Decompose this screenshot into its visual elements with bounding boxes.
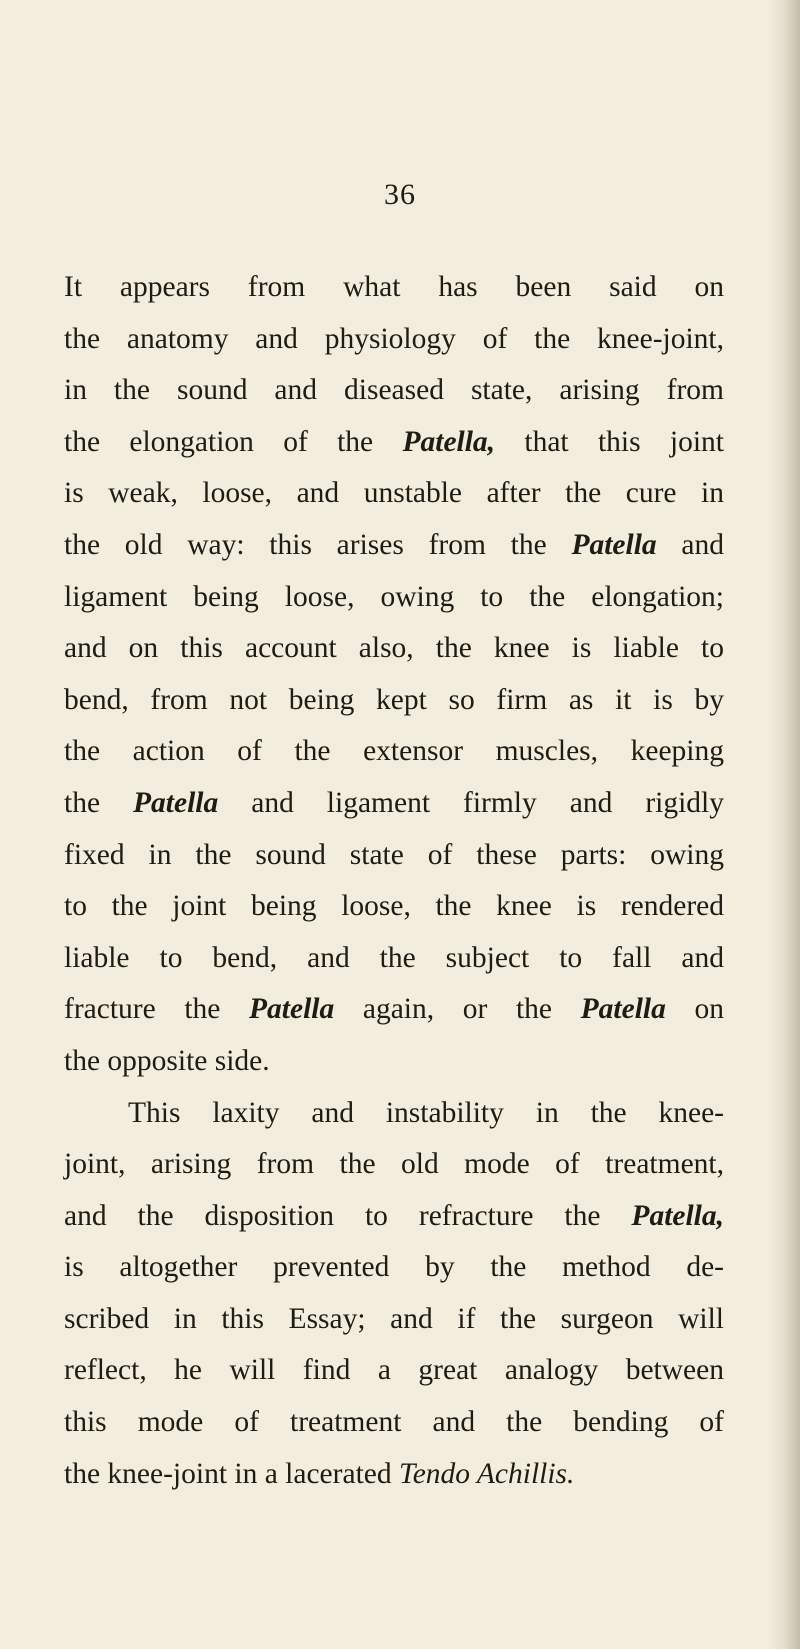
text-segment: the opposite side.	[64, 1044, 270, 1077]
italic-term: Patella	[249, 993, 335, 1026]
text-segment: and the disposition to refracture the	[64, 1199, 632, 1232]
text-segment: the old way: this arises from the	[64, 528, 572, 561]
italic-term: Patella	[580, 993, 666, 1026]
text-segment: is weak, loose, and unstable after the cure in	[64, 477, 724, 510]
text-line	[64, 468, 724, 520]
text-line	[64, 1345, 724, 1397]
text-line	[64, 262, 724, 314]
text-line	[64, 520, 724, 572]
text-segment: the knee-joint in a lacerated	[64, 1457, 399, 1490]
text-line	[64, 675, 724, 727]
text-line	[64, 1139, 724, 1191]
text-segment: again, or the	[334, 993, 581, 1026]
text-line	[64, 778, 724, 830]
text-line	[64, 1449, 724, 1501]
body-text	[64, 262, 724, 1500]
text-line	[64, 365, 724, 417]
text-segment: in the sound and diseased state, arising from	[64, 374, 724, 407]
text-line	[64, 1242, 724, 1294]
text-segment: the	[64, 786, 134, 819]
text-line	[64, 572, 724, 624]
text-segment: bend, from not being kept so firm as it is by	[64, 683, 724, 716]
italic-term: Patella	[571, 528, 657, 561]
text-line	[64, 726, 724, 778]
text-segment: that this joint	[495, 425, 724, 458]
text-segment: joint, arising from the old mode of treatment,	[64, 1148, 724, 1181]
text-line	[64, 1036, 724, 1088]
text-segment: is altogether prevented by the method de-	[64, 1251, 724, 1284]
text-segment: on	[665, 993, 724, 1026]
text-segment: reflect, he will find a great analogy between	[64, 1354, 724, 1387]
text-line	[64, 1294, 724, 1346]
text-segment: to the joint being loose, the knee is rendered	[64, 890, 724, 923]
text-line	[64, 1191, 724, 1243]
text-segment: the elongation of the	[64, 425, 403, 458]
text-segment: This laxity and instability in the knee-	[128, 1096, 724, 1129]
page-number: 36	[384, 178, 416, 211]
text-line	[64, 830, 724, 882]
text-line	[64, 1088, 724, 1140]
text-segment: this mode of treatment and the bending of	[64, 1406, 724, 1439]
text-line	[64, 623, 724, 675]
text-segment: fixed in the sound state of these parts: owing	[64, 838, 724, 871]
text-segment: and on this account also, the knee is liable to	[64, 632, 724, 665]
text-line	[64, 933, 724, 985]
text-segment: scribed in this Essay; and if the surgeon will	[64, 1302, 724, 1335]
text-segment: It appears from what has been said on	[64, 271, 724, 303]
italic-term: Patella	[133, 786, 219, 819]
text-segment: fracture the	[64, 993, 250, 1026]
text-segment: liable to bend, and the subject to fall and	[64, 941, 724, 974]
text-segment: and	[656, 528, 724, 561]
text-line	[64, 1397, 724, 1449]
text-segment: the action of the extensor muscles, keeping	[64, 735, 724, 768]
text-segment: ligament being loose, owing to the elongation;	[64, 580, 724, 613]
text-line	[64, 881, 724, 933]
text-segment: the anatomy and physiology of the knee-joint,	[64, 322, 724, 355]
italic-term: Patella,	[631, 1199, 724, 1232]
text-line	[64, 314, 724, 366]
italic-term: Patella,	[402, 425, 496, 458]
text-line	[64, 417, 724, 469]
italic-term: Tendo Achillis.	[399, 1457, 575, 1490]
text-segment: and ligament firmly and rigidly	[218, 786, 724, 819]
text-line	[64, 984, 724, 1036]
